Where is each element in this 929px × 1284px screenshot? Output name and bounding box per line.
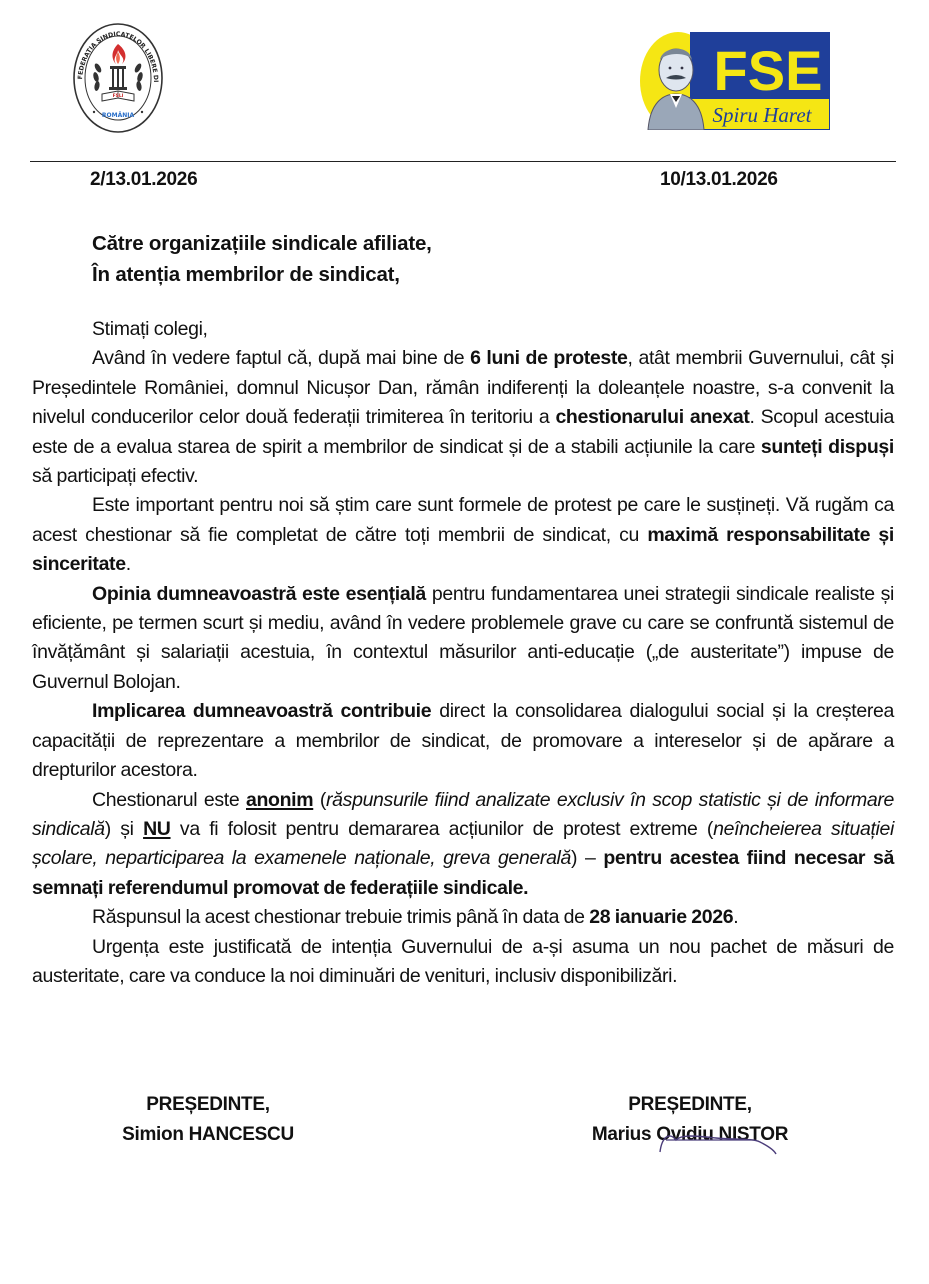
p6-text-a: Răspunsul la acest chestionar trebuie trimis până în data de [92, 906, 590, 929]
signature-left-name: Simion HANCESCU [122, 1124, 294, 1145]
fse-registration-number: 10/13.01.2026 [660, 169, 778, 190]
p4-emphasis-involvement: Implicarea dumneavoastră contribuie [92, 700, 432, 723]
addressee [92, 228, 432, 290]
p5-text-c: ( [313, 788, 327, 811]
p1-text-a: Având în vedere faptul că, după mai bine de [92, 347, 471, 370]
p1-emphasis-protests: 6 luni de proteste [470, 347, 628, 370]
p5-text-a: Chestionarul este [92, 788, 246, 811]
p1-text-c: , atât membrii Guvernului, cât și Președintele României, domnul Nicușor Dan, rămân indiferenți la doleanțele noastre, s-a convenit la nivelul conducerilor celor două federații trimiterea în teritoriu a [32, 347, 894, 429]
p5-italic-extreme-actions: neîncheierea situației școlare, neparticiparea la examenele naționale, greva generală [32, 817, 895, 870]
paragraph-7: Urgența este justificată de intenția Guvernului de a-și asuma un nou pachet de măsuri de austeritate, care va conduce la noi diminuări de venituri, inclusiv disponibilizări. [32, 935, 894, 987]
p3-text-b: pentru fundamentarea unei strategii sindicale realiste și eficiente, pe termen scurt și mediu, având în vedere problemele grave cu care se confruntă sistemul de învățământ și salariații acestuia, în contextul măsurilor anti-educație („de austeritate”) impuse de Guvernul Bolojan. [32, 582, 895, 693]
paragraph-2 [32, 491, 894, 579]
addressee-line-1: Către organizațiile sindicale afiliate, [92, 232, 432, 255]
p2-emphasis-responsibility: maximă responsabilitate și sinceritate [32, 523, 894, 576]
p5-italic-statistical: răspunsurile fiind analizate exclusiv în scop statistic și de informare sindicală [32, 788, 894, 840]
p5-text-e: ) și [104, 817, 144, 840]
seal-center-text: FSLI [112, 94, 124, 99]
p3-emphasis-opinion: Opinia dumneavoastră este esențială [92, 582, 426, 605]
fsli-registration-number: 2/13.01.2026 [90, 169, 198, 190]
paragraph-6 [32, 903, 894, 932]
p5-emphasis-referendum: pentru acestea fiind necesar să semnați referendumul promovat de federațiile sindicale. [32, 847, 894, 899]
fse-acronym: FSE [713, 39, 823, 102]
p4-text-b: direct la consolidarea dialogului social și la creșterea capacității de reprezentare a membrilor de sindicat, de promovare a intereselor și de apărare a drepturilor acestora. [32, 700, 894, 782]
p1-text-e: . Scopul acestuia este de a evalua starea de spirit a membrilor de sindicat și de a stabili acțiunile la care [32, 406, 894, 458]
seal-ring-text: FEDERAȚIA SINDICATELOR LIBERE DI [77, 30, 160, 83]
p5-emphasis-no: NU [143, 817, 171, 840]
fse-subtitle: Spiru Haret [712, 103, 812, 127]
letter-body [32, 315, 894, 991]
p1-emphasis-willing: sunteți dispuși [760, 435, 894, 458]
p5-text-i: ) – [571, 847, 604, 870]
signature-right-title: PREȘEDINTE, [628, 1094, 752, 1115]
p2-text-c: . [125, 553, 131, 576]
signature-block-right [575, 1090, 805, 1150]
addressee-line-2: În atenția membrilor de sindicat, [92, 263, 400, 286]
signature-right-surname-text: Ovidiu NISTOR [656, 1124, 789, 1145]
salutation: Stimați colegi, [92, 318, 208, 340]
fsli-seal-icon [72, 22, 164, 134]
p5-text-g: va fi folosit pentru demararea acțiunilor de protest extreme ( [170, 817, 714, 840]
p1-emphasis-questionnaire: chestionarului anexat [555, 406, 750, 429]
signature-left-title: PREȘEDINTE, [146, 1094, 270, 1115]
fsli-logo [72, 22, 164, 134]
seal-bottom-text: ROMÂNIA [101, 112, 135, 119]
p6-emphasis-deadline: 28 ianuarie 2026 [589, 906, 734, 929]
paragraph-4 [32, 697, 894, 785]
fse-logo [640, 32, 830, 130]
paragraph-3 [32, 580, 894, 698]
header-divider [30, 161, 896, 162]
p5-emphasis-anonymous: anonim [246, 788, 314, 811]
signature-right-surname [656, 1120, 788, 1150]
fse-spiru-haret-icon [640, 32, 830, 130]
p2-text-a: Este important pentru noi să știm care sunt formele de protest pe care le susțineți. Vă rugăm ca acest chestionar să fie completat de către toți membrii de sindicat, cu [32, 494, 894, 546]
signature-right-first-name: Marius [591, 1124, 657, 1145]
paragraph-5 [32, 786, 894, 904]
signature-right-name [575, 1120, 805, 1150]
p1-text-g: să participați efectiv. [32, 465, 199, 488]
paragraph-1 [32, 344, 894, 491]
signature-block-left [108, 1090, 308, 1150]
p6-text-c: . [733, 906, 739, 929]
